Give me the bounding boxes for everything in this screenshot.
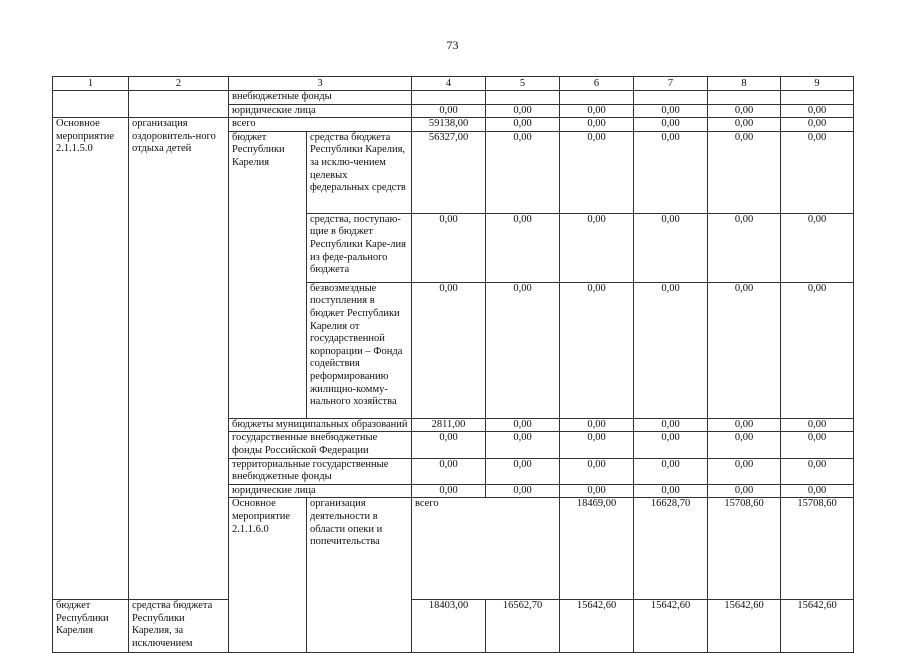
value-cell: 0,00 bbox=[412, 104, 486, 118]
value-cell: 0,00 bbox=[708, 418, 781, 432]
value-cell: 0,00 bbox=[486, 418, 560, 432]
value-cell: 0,00 bbox=[486, 118, 560, 132]
value-cell: 0,00 bbox=[634, 118, 708, 132]
measure-purpose: организация оздоровитель-ного отдыха детей bbox=[129, 118, 229, 600]
value-cell: 0,00 bbox=[634, 484, 708, 498]
funding-source-label: территориальные государственные внебюджетные фонды bbox=[229, 458, 412, 484]
table-row bbox=[53, 118, 854, 132]
value-cell: 16562,70 bbox=[486, 600, 560, 653]
value-cell: 0,00 bbox=[708, 104, 781, 118]
value-cell: 0,00 bbox=[560, 118, 634, 132]
value-cell: 0,00 bbox=[708, 458, 781, 484]
value-cell: 0,00 bbox=[781, 213, 854, 282]
value-cell: 15642,60 bbox=[560, 600, 634, 653]
value-cell: 0,00 bbox=[708, 282, 781, 418]
republic-budget-label: бюджет Республики Карелия bbox=[53, 600, 129, 653]
value-cell: 0,00 bbox=[781, 418, 854, 432]
value-cell: 0,00 bbox=[486, 104, 560, 118]
funding-source-label: юридические лица bbox=[229, 104, 412, 118]
value-cell bbox=[781, 91, 854, 105]
value-cell: 0,00 bbox=[560, 458, 634, 484]
value-cell bbox=[412, 91, 486, 105]
measure-title: Основное мероприятие 2.1.1.6.0 bbox=[229, 498, 307, 653]
value-cell: 16628,70 bbox=[634, 498, 708, 600]
header-cell: 2 bbox=[129, 77, 229, 91]
value-cell: 0,00 bbox=[412, 432, 486, 458]
value-cell: 15642,60 bbox=[634, 600, 708, 653]
value-cell: 0,00 bbox=[486, 131, 560, 213]
funding-subsource-label: средства бюджета Республики Карелия, за исключением bbox=[129, 600, 229, 653]
header-cell: 9 bbox=[781, 77, 854, 91]
value-cell: 0,00 bbox=[708, 118, 781, 132]
header-row bbox=[53, 77, 854, 91]
header-cell: 1 bbox=[53, 77, 129, 91]
value-cell: 0,00 bbox=[781, 484, 854, 498]
empty-cell bbox=[129, 104, 229, 118]
value-cell: 0,00 bbox=[560, 104, 634, 118]
funding-source-label: государственные внебюджетные фонды Российской Федерации bbox=[229, 432, 412, 458]
value-cell: 0,00 bbox=[412, 213, 486, 282]
value-cell: 0,00 bbox=[634, 418, 708, 432]
header-cell: 8 bbox=[708, 77, 781, 91]
header-cell: 4 bbox=[412, 77, 486, 91]
value-cell: 0,00 bbox=[560, 213, 634, 282]
measure-purpose: организация деятельности в области опеки и попечительства bbox=[307, 498, 412, 653]
empty-cell bbox=[53, 104, 129, 118]
value-cell: 15642,60 bbox=[708, 600, 781, 653]
value-cell: 0,00 bbox=[781, 104, 854, 118]
value-cell: 0,00 bbox=[634, 458, 708, 484]
value-cell: 0,00 bbox=[412, 458, 486, 484]
funding-source-label: всего bbox=[412, 498, 560, 600]
value-cell: 0,00 bbox=[634, 432, 708, 458]
value-cell: 0,00 bbox=[412, 484, 486, 498]
funding-source-label: юридические лица bbox=[229, 484, 412, 498]
page-number: 73 bbox=[446, 38, 459, 52]
value-cell: 0,00 bbox=[486, 213, 560, 282]
value-cell bbox=[634, 91, 708, 105]
funding-subsource-label: средства, поступаю-щие в бюджет Республики Каре-лия из феде-рального бюджета bbox=[307, 213, 412, 282]
header-cell: 3 bbox=[229, 77, 412, 91]
header-cell: 7 bbox=[634, 77, 708, 91]
value-cell: 15708,60 bbox=[708, 498, 781, 600]
value-cell: 0,00 bbox=[781, 131, 854, 213]
funding-source-label: бюджеты муниципальных образований bbox=[229, 418, 412, 432]
budget-table bbox=[52, 76, 854, 653]
value-cell: 15708,60 bbox=[781, 498, 854, 600]
value-cell: 0,00 bbox=[486, 432, 560, 458]
header-cell: 5 bbox=[486, 77, 560, 91]
value-cell: 18403,00 bbox=[412, 600, 486, 653]
funding-source-label: внебюджетные фонды bbox=[229, 91, 412, 105]
value-cell: 0,00 bbox=[486, 282, 560, 418]
value-cell: 0,00 bbox=[781, 458, 854, 484]
value-cell: 0,00 bbox=[412, 282, 486, 418]
value-cell: 0,00 bbox=[560, 282, 634, 418]
measure-title: Основное мероприятие 2.1.1.5.0 bbox=[53, 118, 129, 600]
table-row bbox=[53, 104, 854, 118]
value-cell: 0,00 bbox=[708, 213, 781, 282]
value-cell: 0,00 bbox=[486, 458, 560, 484]
value-cell: 0,00 bbox=[634, 104, 708, 118]
table-row bbox=[53, 600, 854, 653]
value-cell: 2811,00 bbox=[412, 418, 486, 432]
value-cell: 15642,60 bbox=[781, 600, 854, 653]
value-cell: 0,00 bbox=[560, 484, 634, 498]
value-cell: 0,00 bbox=[708, 432, 781, 458]
value-cell: 0,00 bbox=[634, 131, 708, 213]
value-cell: 0,00 bbox=[781, 282, 854, 418]
table-row bbox=[53, 91, 854, 105]
value-cell: 59138,00 bbox=[412, 118, 486, 132]
value-cell: 18469,00 bbox=[560, 498, 634, 600]
value-cell: 0,00 bbox=[708, 484, 781, 498]
value-cell: 0,00 bbox=[560, 131, 634, 213]
funding-subsource-label: средства бюджета Республики Карелия, за исклю-чением целевых федеральных средств bbox=[307, 131, 412, 213]
value-cell: 0,00 bbox=[781, 118, 854, 132]
value-cell: 0,00 bbox=[634, 213, 708, 282]
funding-source-label: всего bbox=[229, 118, 412, 132]
header-cell: 6 bbox=[560, 77, 634, 91]
value-cell: 0,00 bbox=[781, 432, 854, 458]
value-cell bbox=[560, 91, 634, 105]
value-cell: 0,00 bbox=[708, 131, 781, 213]
value-cell: 0,00 bbox=[560, 418, 634, 432]
value-cell: 0,00 bbox=[486, 484, 560, 498]
value-cell: 0,00 bbox=[634, 282, 708, 418]
value-cell: 0,00 bbox=[560, 432, 634, 458]
republic-budget-label: бюджет Республики Карелия bbox=[229, 131, 307, 418]
value-cell: 56327,00 bbox=[412, 131, 486, 213]
value-cell bbox=[486, 91, 560, 105]
funding-subsource-label: безвозмездные поступления в бюджет Республики Карелия от государственной корпорации – Фонда содействия реформированию жилищно-комму-нального хозяйства bbox=[307, 282, 412, 418]
value-cell bbox=[708, 91, 781, 105]
empty-cell bbox=[53, 91, 129, 105]
empty-cell bbox=[129, 91, 229, 105]
